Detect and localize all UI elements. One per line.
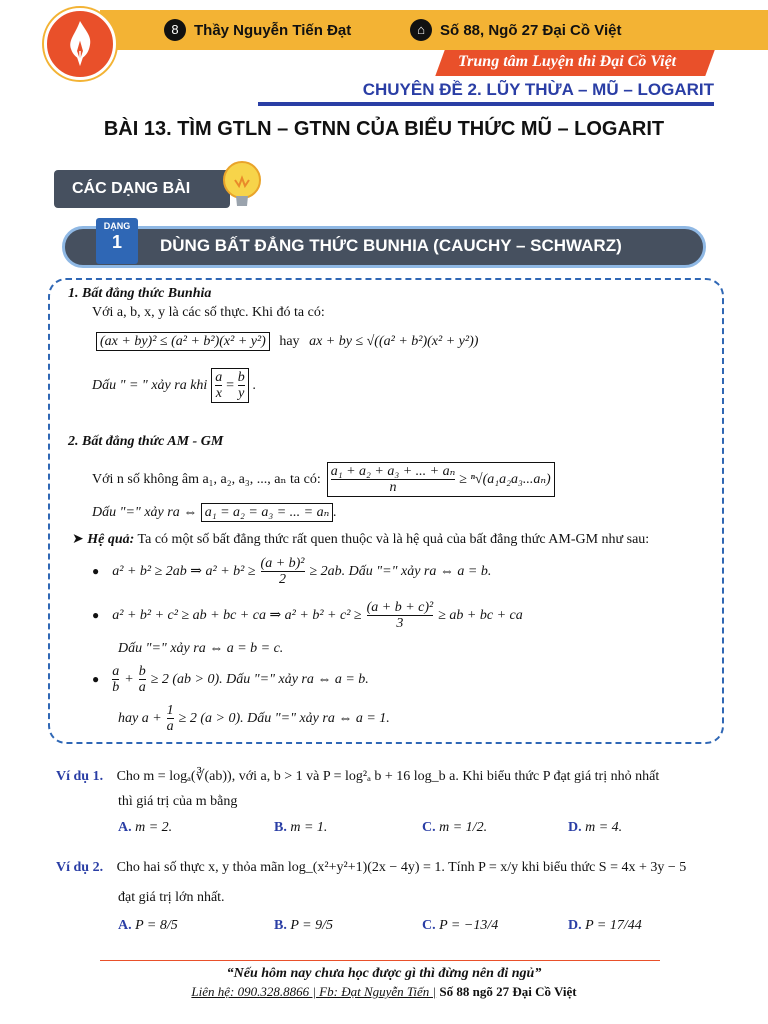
number-8-icon: 8 xyxy=(164,19,186,41)
c4-pre: hay a + xyxy=(118,710,162,726)
option-c-label: C. xyxy=(422,820,436,835)
teacher-info xyxy=(164,19,351,41)
c1-den: 2 xyxy=(279,572,287,587)
c2-text: a² + b² + c² ≥ ab + bc + ca ⇒ a² + b² + c² ≥ xyxy=(112,608,362,623)
amgm-equality: Dấu "=" xảy ra ⇔ a₁ = a₂ = a₃ = ... = aₙ . xyxy=(92,505,337,520)
option-d: m = 4. xyxy=(585,820,623,835)
c2-den: 3 xyxy=(396,616,404,631)
address-info xyxy=(410,19,621,41)
section-label: CÁC DẠNG BÀI xyxy=(54,170,230,208)
option-b: m = 1. xyxy=(290,820,328,835)
amgm-line xyxy=(92,462,555,497)
example-1-text2: thì giá trị của m bằng xyxy=(118,794,238,809)
option-c: P = −13/4 xyxy=(439,918,499,933)
option-d-label: D. xyxy=(568,918,582,933)
dau2-text: Dấu "=" xảy ra ⇔ xyxy=(92,505,198,520)
amgm-intro: Với n số không âm a₁, a₂, a₃, ..., aₙ ta có: xyxy=(92,472,321,487)
footer-address: Số 88 ngõ 27 Đại Cồ Việt xyxy=(439,984,577,999)
bunhia-alt: ax + by ≤ √((a² + b²)(x² + y²)) xyxy=(309,334,479,349)
dang-label: DẠNG xyxy=(103,221,131,231)
teacher-name: Thầy Nguyễn Tiến Đạt xyxy=(194,21,352,39)
c1-num: (a + b)² xyxy=(260,556,305,571)
example-2-label: Ví dụ 2. xyxy=(56,860,104,875)
c3-tail: ≥ 2 (ab > 0). Dấu "=" xảy ra ⇔ a = b. xyxy=(150,671,369,687)
option-c: m = 1/2. xyxy=(439,820,488,835)
lightbulb-icon xyxy=(216,156,268,225)
option-b-label: B. xyxy=(274,820,287,835)
lesson-title: BÀI 13. TÌM GTLN – GTNN CỦA BIỂU THỨC MŨ – LOGARIT xyxy=(103,118,665,140)
heading-amgm: 2. Bất đẳng thức AM - GM xyxy=(68,434,224,449)
logo xyxy=(44,8,116,80)
example-1-text: Cho m = logₐ(∛(ab)), với a, b > 1 và P = log²ₐ b + 16 log_b a. Khi biểu thức P đạt giá trị nhỏ nhất xyxy=(116,769,660,784)
bunhia-equality: Dấu " = " xảy ra khi $\frac{a}{x}$ = $\frac{b}{y}$ . xyxy=(92,370,257,401)
option-d-label: D. xyxy=(568,820,582,835)
footer-quote: “Nếu hôm nay chưa học được gì thì đừng nên đi ngủ” xyxy=(226,966,542,981)
home-icon: ⌂ xyxy=(410,19,432,41)
dang-number: 1 xyxy=(111,232,122,252)
hequa-text: Ta có một số bất đẳng thức rất quen thuộc và là hệ quả của bất đẳng thức AM-GM như sau: xyxy=(137,532,650,547)
amgm-box xyxy=(327,462,555,497)
hequa-line: ➤ Hệ quả: Ta có một số bất đẳng thức rất quen thuộc và là hệ quả của bất đẳng thức AM-GM như sau: xyxy=(72,532,650,547)
option-b: P = 9/5 xyxy=(290,918,333,933)
example-2-text2: đạt giá trị lớn nhất. xyxy=(118,890,225,905)
heading-bunhia: 1. Bất đẳng thức Bunhia xyxy=(68,286,212,301)
c2-num: (a + b + c)² xyxy=(366,600,434,615)
bunhia-inequality: (ax + by)² ≤ (a² + b²)(x² + y²) xyxy=(96,332,270,351)
topic-title: CHUYÊN ĐỀ 2. LŨY THỪA – MŨ – LOGARIT xyxy=(362,80,714,99)
c4-tail: ≥ 2 (a > 0). Dấu "=" xảy ra ⇔ a = 1. xyxy=(178,710,390,726)
footer-rule xyxy=(100,960,660,961)
dang-title: DÙNG BẤT ĐẲNG THỨC BUNHIA (CAUCHY – SCHWARZ) xyxy=(160,236,622,255)
dang-badge xyxy=(96,218,138,264)
dau2-box: a₁ = a₂ = a₃ = ... = aₙ xyxy=(201,503,334,522)
c1-text: a² + b² ≥ 2ab ⇒ a² + b² ≥ xyxy=(112,564,256,579)
footer-contact xyxy=(0,984,768,1000)
center-name: Trung tâm Luyện thi Đại Cồ Việt xyxy=(458,53,677,70)
example-1-label: Ví dụ 1. xyxy=(56,769,104,784)
dau1-text: Dấu " = " xảy ra khi xyxy=(92,377,208,393)
corollary-4: hay a + $\frac{1}{a}$ ≥ 2 (a > 0). Dấu "=" xảy ra ⇔ a = 1. xyxy=(118,703,390,734)
example-1 xyxy=(56,768,659,785)
amgm-den: n xyxy=(389,480,397,495)
example-2 xyxy=(56,860,686,876)
example-2-text: Cho hai số thực x, y thỏa mãn log_(x²+y²+1)(2x − 4y) = 1. Tính P = x/y khi biểu thức S = 4x + 3y − 5 xyxy=(116,860,687,875)
option-a-label: A. xyxy=(118,820,132,835)
c2-tail: ≥ ab + bc + ca xyxy=(438,607,523,623)
corollary-1: ● a² + b² ≥ 2ab ⇒ a² + b² ≥ $\frac{\text{(a + b)²}}{2}$ ≥ 2ab. Dấu "=" xảy ra ⇔ a = b. xyxy=(92,556,492,587)
footer-contact-info[interactable]: Liên hệ: 090.328.8866 | Fb: Đạt Nguyễn Tiến | xyxy=(191,984,437,999)
c1-tail: ≥ 2ab. Dấu "=" xảy ra ⇔ a = b. xyxy=(309,563,492,579)
bunhia-intro: Với a, b, x, y là các số thực. Khi đó ta có: xyxy=(92,305,325,320)
option-a: P = 8/5 xyxy=(135,918,178,933)
option-a: m = 2. xyxy=(135,820,173,835)
corollary-3: ● $\frac{a}{b}$ + $\frac{b}{a}$ ≥ 2 (ab > 0). Dấu "=" xảy ra ⇔ a = b. xyxy=(92,664,369,695)
amgm-num: a₁ + a₂ + a₃ + ... + aₙ xyxy=(330,464,456,479)
hay-text: hay xyxy=(279,334,300,349)
option-a-label: A. xyxy=(118,918,132,933)
topic-underline xyxy=(258,102,714,106)
amgm-rhs: ≥ ⁿ√(a₁a₂a₃...aₙ) xyxy=(459,472,551,487)
address-text: Số 88, Ngõ 27 Đại Cồ Việt xyxy=(440,21,622,39)
flame-pen-logo-icon xyxy=(47,11,113,77)
option-b-label: B. xyxy=(274,918,287,933)
option-d: P = 17/44 xyxy=(585,918,642,933)
ratio-box: $\frac{a}{x}$ = $\frac{b}{y}$ xyxy=(211,368,248,403)
hequa-label: Hệ quả: xyxy=(87,532,135,547)
corollary-2: ● a² + b² + c² ≥ ab + bc + ca ⇒ a² + b² + c² ≥ $\frac{\text{(a + b + c)²}}{3}$ ≥ ab + bc + ca xyxy=(92,600,523,631)
c2-equality: Dấu "=" xảy ra ⇔ a = b = c. xyxy=(118,641,284,656)
option-c-label: C. xyxy=(422,918,436,933)
